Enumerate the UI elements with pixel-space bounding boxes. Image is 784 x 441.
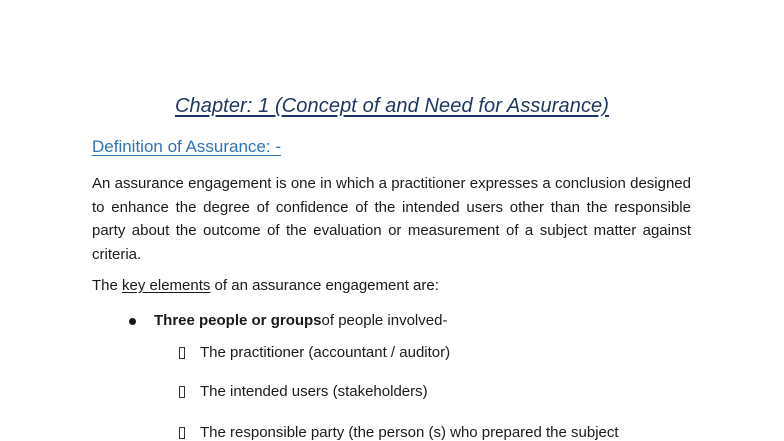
sub-list-item (179, 423, 619, 441)
intro-text-before: The (92, 277, 123, 294)
definition-paragraph: An assurance engagement is one in which a practitioner expresses a conclusion designed to enhance the degree of confidence of the intended users other than the responsible party about the outcome of the evaluation or measurement of a subject matter against criteria. (92, 175, 691, 263)
section-heading: Definition of Assurance: - (92, 137, 281, 156)
bullet-rest-text: of people involved- (321, 312, 448, 329)
sub-list-item (179, 382, 428, 402)
sub-list-item (179, 343, 450, 363)
bullet-bold-text: Three people or groups (154, 312, 322, 329)
missing-glyph-box-icon (179, 386, 185, 398)
bullet-dot-icon (129, 318, 136, 325)
missing-glyph-box-icon (179, 427, 185, 439)
missing-glyph-box-icon (179, 347, 185, 359)
sub-item-text: The intended users (stakeholders) (200, 383, 428, 400)
sub-item-text: The practitioner (accountant / auditor) (200, 344, 451, 361)
intro-text-underlined: key elements (122, 277, 211, 294)
sub-item-text: The responsible party (the person (s) who prepared the subject (200, 424, 619, 441)
key-elements-intro (92, 276, 439, 296)
intro-text-after: of an assurance engagement are: (210, 277, 439, 294)
bullet-item (129, 311, 447, 331)
chapter-title: Chapter: 1 (Concept of and Need for Assurance) (174, 95, 610, 117)
